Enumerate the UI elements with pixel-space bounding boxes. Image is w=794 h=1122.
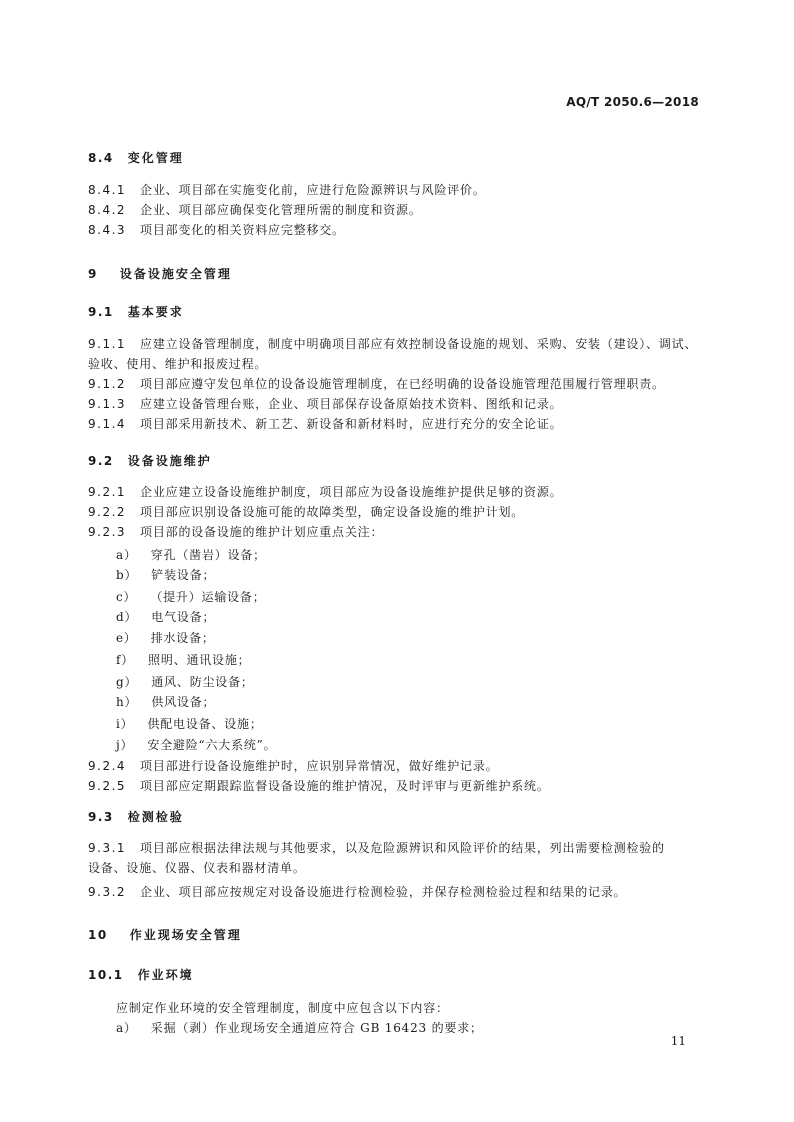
section-heading: [88, 925, 242, 945]
section-heading: [88, 302, 184, 322]
clause-line: [88, 394, 562, 414]
clause-number: 9.1.1: [88, 337, 127, 351]
list-item: [116, 714, 263, 734]
clause-text: 企业、项目部应确保变化管理所需的制度和资源。: [140, 203, 422, 217]
section-number: 9.1: [88, 305, 114, 319]
list-item-text: 通风、防尘设备；: [151, 675, 254, 689]
continuation-text: 验收、使用、维护和报废过程。: [88, 357, 268, 371]
clause-number: 9.2.2: [88, 505, 127, 519]
list-item: [116, 1018, 483, 1038]
clause-line: [88, 756, 498, 776]
section-title: 设备设施安全管理: [119, 267, 232, 281]
section-heading: [88, 264, 232, 284]
clause-line: [88, 374, 665, 394]
clause-text: 项目部应遵守发包单位的设备设施管理制度，在已经明确的设备设施管理范围履行管理职责。: [140, 377, 665, 391]
list-item-marker: b）: [116, 568, 138, 582]
clause-text: 企业、项目部应按规定对设备设施进行检测检验，并保存检测检验过程和结果的记录。: [140, 885, 627, 899]
section-title: 作业现场安全管理: [129, 928, 242, 942]
list-item-text: 供配电设备、设施；: [147, 717, 263, 731]
section-number: 10.1: [88, 968, 124, 982]
clause-text: 项目部应根据法律法规与其他要求，以及危险源辨识和风险评价的结果，列出需要检测检验的: [140, 841, 665, 855]
clause-text: 项目部应识别设备设施可能的故障类型，确定设备设施的维护计划。: [140, 505, 525, 519]
list-item-text: 供风设备；: [151, 695, 216, 709]
list-item-text: 排水设备；: [150, 631, 215, 645]
section-number: 10: [88, 928, 108, 942]
clause-line: [88, 414, 562, 434]
clause-number: 9.1.3: [88, 397, 127, 411]
list-item-text: 穿孔（凿岩）设备；: [150, 548, 266, 562]
list-item: [116, 607, 215, 627]
section-heading: [88, 807, 184, 827]
clause-line: [88, 522, 383, 542]
paragraph-text: 应制定作业环境的安全管理制度，制度中应包含以下内容：: [116, 1001, 449, 1015]
section-number: 8.4: [88, 151, 114, 165]
list-item-text: 照明、通讯设施；: [148, 653, 251, 667]
list-item-marker: a）: [116, 1021, 137, 1035]
list-item-marker: f）: [116, 653, 135, 667]
clause-number: 9.1.4: [88, 417, 127, 431]
list-item-marker: c）: [116, 590, 137, 604]
clause-number: 9.3.1: [88, 841, 127, 855]
list-item-text: （提升）运输设备；: [150, 590, 266, 604]
list-item-marker: a）: [116, 548, 137, 562]
section-heading: [88, 965, 194, 985]
section-heading: [88, 451, 212, 471]
list-item-text: 铲装设备；: [151, 568, 216, 582]
clause-line: [88, 776, 550, 796]
clause-text: 企业、项目部在实施变化前，应进行危险源辨识与风险评价。: [140, 183, 486, 197]
clause-text: 项目部的设备设施的维护计划应重点关注：: [140, 525, 384, 539]
clause-line: [88, 502, 524, 522]
clause-text: 项目部进行设备设施维护时，应识别异常情况，做好维护记录。: [140, 759, 499, 773]
list-item-text: 安全避险“六大系统”。: [147, 738, 277, 752]
list-item: [116, 735, 276, 755]
section-number: 9.2: [88, 454, 114, 468]
clause-number: 9.2.3: [88, 525, 127, 539]
clause-number: 9.2.5: [88, 779, 127, 793]
clause-line: [88, 180, 486, 200]
section-number: 9.3: [88, 810, 114, 824]
clause-number: 8.4.2: [88, 203, 127, 217]
list-item-marker: h）: [116, 695, 138, 709]
clause-line: [88, 838, 665, 858]
section-title: 作业环境: [137, 968, 194, 982]
clause-line: [88, 882, 626, 902]
clause-text: 项目部采用新技术、新工艺、新设备和新材料时，应进行充分的安全论证。: [140, 417, 563, 431]
section-title: 设备设施维护: [127, 454, 212, 468]
section-title: 变化管理: [127, 151, 184, 165]
clause-number: 9.1.2: [88, 377, 127, 391]
page-number: 11: [670, 1034, 686, 1048]
list-item: [116, 650, 250, 670]
list-item-marker: i）: [116, 717, 134, 731]
clause-text: 企业应建立设备设施维护制度，项目部应为设备设施维护提供足够的资源。: [140, 485, 563, 499]
list-item-text: 电气设备；: [151, 610, 216, 624]
section-number: 9: [88, 267, 98, 281]
clause-line: [88, 200, 422, 220]
clause-number: 9.2.1: [88, 485, 127, 499]
clause-line: [88, 334, 697, 354]
clause-number: 9.2.4: [88, 759, 127, 773]
standard-code-header: AQ/T 2050.6—2018: [566, 95, 699, 109]
continuation-text: 设备、设施、仪器、仪表和器材清单。: [88, 861, 306, 875]
section-heading: [88, 148, 184, 168]
list-item: [116, 692, 215, 712]
list-item-text: 采掘（剥）作业现场安全通道应符合 GB 16423 的要求；: [150, 1021, 483, 1035]
list-item-marker: e）: [116, 631, 137, 645]
clause-text: 项目部应定期跟踪监督设备设施的维护情况，及时评审与更新维护系统。: [140, 779, 550, 793]
section-title: 基本要求: [127, 305, 184, 319]
clause-number: 8.4.3: [88, 223, 127, 237]
clause-number: 9.3.2: [88, 885, 127, 899]
clause-text: 应建立设备管理制度，制度中明确项目部应有效控制设备设施的规划、采购、安装（建设）、调试、: [140, 337, 698, 351]
list-item: [116, 565, 215, 585]
list-item-marker: d）: [116, 610, 138, 624]
section-title: 检测检验: [127, 810, 184, 824]
list-item-marker: g）: [116, 675, 138, 689]
clause-number: 8.4.1: [88, 183, 127, 197]
clause-line: [88, 220, 345, 240]
list-item: [116, 545, 266, 565]
list-item: [116, 628, 215, 648]
clause-line: [88, 482, 562, 502]
list-item: [116, 587, 266, 607]
clause-text: 应建立设备管理台账，企业、项目部保存设备原始技术资料、图纸和记录。: [140, 397, 563, 411]
clause-text: 项目部变化的相关资料应完整移交。: [140, 223, 345, 237]
list-item-marker: j）: [116, 738, 134, 752]
list-item: [116, 672, 254, 692]
